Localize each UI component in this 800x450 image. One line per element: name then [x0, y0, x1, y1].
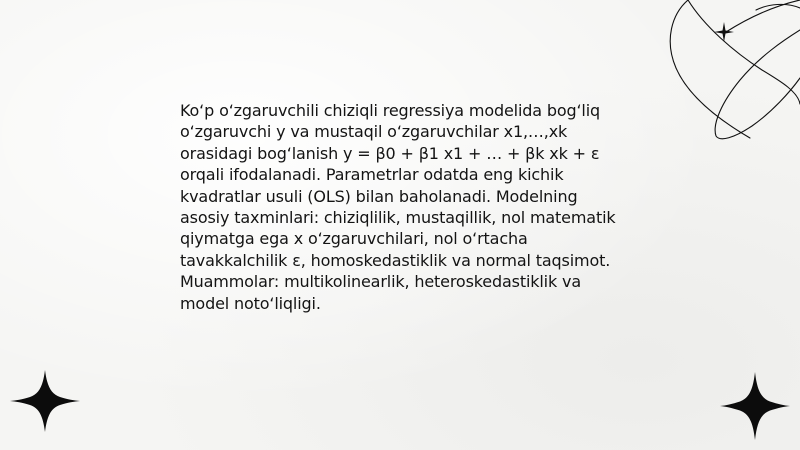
slide-body-text: Ko‘p o‘zgaruvchili chiziqli regressiya modelida bog‘liq o‘zgaruvchi y va mustaqil o‘zgaruvchilar x1,…,xk orasidagi bog‘lanish y = β0 + β1 x1 + … + βk xk + ε orqali ifodalanadi. Parametrlar odatda eng kichik kvadratlar usuli (OLS) bilan baholanadi. Modelning asosiy taxminlari: chiziqlilik, mustaqillik, nol matematik qiymatga ega x o‘zgaruvchilari, nol o‘rtacha tavakkalchilik ε, homoskedastiklik va normal taqsimot. Muammolar: multikolinearlik, heteroskedastiklik va model noto‘liqligi. [180, 101, 616, 313]
four-point-star-icon [10, 370, 80, 432]
four-point-star-icon [720, 372, 790, 440]
orbit-sparkle-icon [664, 0, 800, 140]
